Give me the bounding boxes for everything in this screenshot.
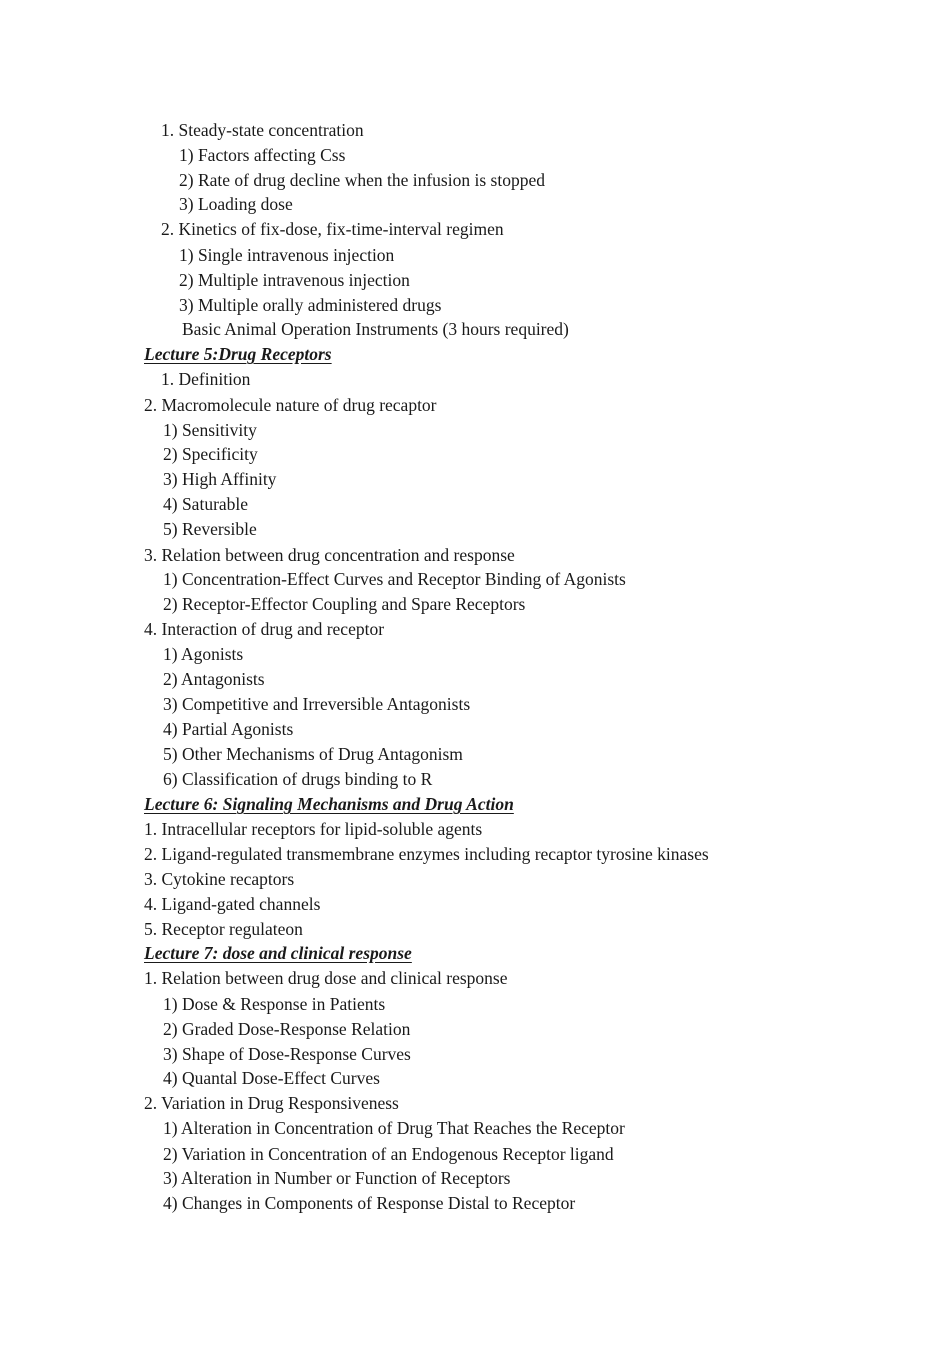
list-item: 3) Multiple orally administered drugs	[179, 295, 442, 315]
list-item: 3) Alteration in Number or Function of Receptors	[163, 1168, 511, 1188]
lecture-5-heading: Lecture 5:Drug Receptors	[144, 344, 332, 364]
list-item: 4. Interaction of drug and receptor	[144, 619, 385, 639]
list-item: 2) Antagonists	[163, 669, 265, 689]
lecture-7-heading: Lecture 7: dose and clinical response	[144, 943, 412, 963]
list-item: 1) Concentration-Effect Curves and Receptor Binding of Agonists	[163, 569, 626, 589]
list-item: 1) Alteration in Concentration of Drug That Reaches the Receptor	[163, 1118, 625, 1138]
list-item: 2) Graded Dose-Response Relation	[163, 1019, 411, 1039]
list-item: 1) Factors affecting Css	[179, 145, 346, 165]
list-item: 1. Relation between drug dose and clinical response	[144, 968, 508, 988]
list-item: 5. Receptor regulateon	[144, 919, 303, 939]
list-item: 1) Agonists	[163, 644, 244, 664]
list-item: 2. Kinetics of fix-dose, fix-time-interval regimen	[161, 219, 504, 239]
list-item: 2. Ligand-regulated transmembrane enzymes including recaptor tyrosine kinases	[144, 844, 709, 864]
list-item: Basic Animal Operation Instruments (3 hours required)	[182, 319, 569, 339]
list-item: 4. Ligand-gated channels	[144, 894, 321, 914]
list-item: 4) Saturable	[163, 494, 249, 514]
list-item: 3) High Affinity	[163, 469, 277, 489]
list-item: 4) Quantal Dose-Effect Curves	[163, 1068, 380, 1088]
list-item: 3) Loading dose	[179, 194, 293, 214]
list-item: 2) Variation in Concentration of an Endogenous Receptor ligand	[163, 1144, 614, 1164]
list-item: 1. Intracellular receptors for lipid-soluble agents	[144, 819, 483, 839]
list-item: 3) Shape of Dose-Response Curves	[163, 1044, 411, 1064]
list-item: 3) Competitive and Irreversible Antagonists	[163, 694, 471, 714]
list-item: 1) Sensitivity	[163, 420, 257, 440]
list-item: 1) Single intravenous injection	[179, 245, 395, 265]
list-item: 3. Relation between drug concentration and response	[144, 545, 515, 565]
list-item: 1) Dose & Response in Patients	[163, 994, 386, 1014]
list-item: 4) Changes in Components of Response Distal to Receptor	[163, 1193, 576, 1213]
list-item: 4) Partial Agonists	[163, 719, 294, 739]
list-item: 5) Other Mechanisms of Drug Antagonism	[163, 744, 463, 764]
list-item: 2) Receptor-Effector Coupling and Spare Receptors	[163, 594, 526, 614]
lecture-6-heading: Lecture 6: Signaling Mechanisms and Drug Action	[144, 794, 514, 814]
list-item: 5) Reversible	[163, 519, 257, 539]
list-item: 2) Rate of drug decline when the infusion is stopped	[179, 170, 545, 190]
list-item: 2) Specificity	[163, 444, 258, 464]
list-item: 2) Multiple intravenous injection	[179, 270, 410, 290]
list-item: 1. Definition	[161, 369, 251, 389]
list-item: 2. Macromolecule nature of drug recaptor	[144, 395, 437, 415]
list-item: 6) Classification of drugs binding to R	[163, 769, 433, 789]
list-item: 1. Steady-state concentration	[161, 120, 364, 140]
list-item: 3. Cytokine recaptors	[144, 869, 295, 889]
list-item: 2. Variation in Drug Responsiveness	[144, 1093, 399, 1113]
